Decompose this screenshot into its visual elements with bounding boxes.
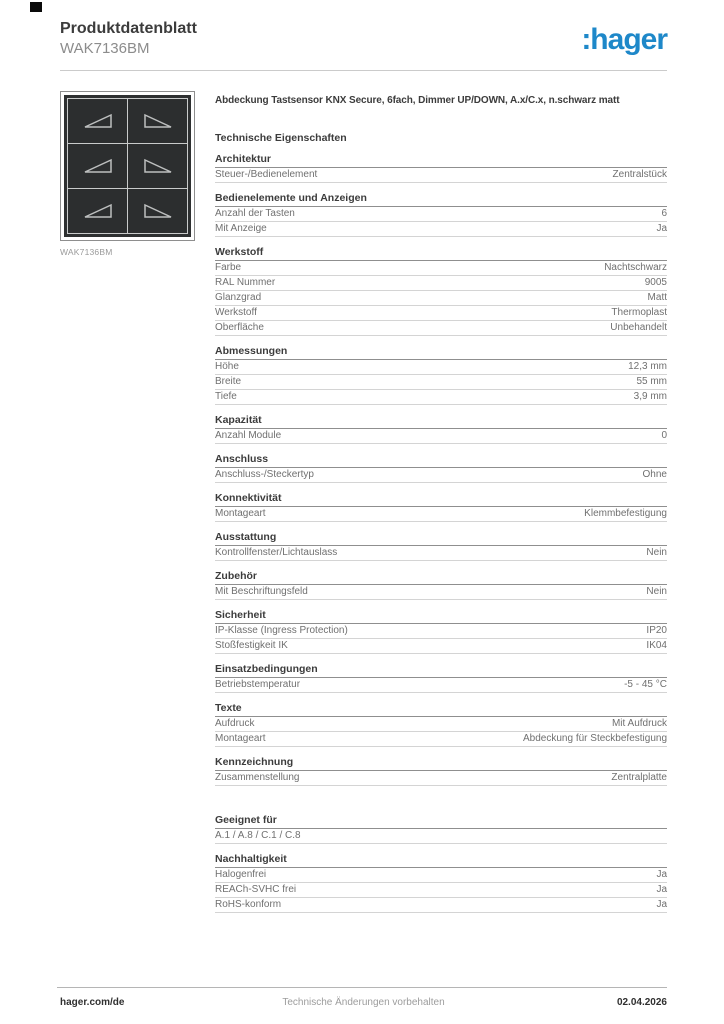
keypad-button xyxy=(68,189,127,233)
page-print-mark xyxy=(30,2,42,12)
spec-label: IP-Klasse (Ingress Protection) xyxy=(215,624,348,636)
spec-value: IP20 xyxy=(646,624,667,636)
triangle-left-icon xyxy=(83,112,113,130)
spec-section-heading: Nachhaltigkeit xyxy=(215,853,667,868)
spec-row xyxy=(215,898,667,913)
spec-label: Stoßfestigkeit IK xyxy=(215,639,288,651)
spec-row xyxy=(215,771,667,786)
spec-value: 55 mm xyxy=(636,375,667,387)
spec-section xyxy=(215,814,667,844)
spec-value: Matt xyxy=(647,291,667,303)
header-titles xyxy=(60,20,197,58)
spec-sections xyxy=(215,153,667,913)
spec-section-heading: Ausstattung xyxy=(215,531,667,546)
spec-label: Glanzgrad xyxy=(215,291,262,303)
doc-title: Produktdatenblatt xyxy=(60,20,197,37)
spec-row xyxy=(215,639,667,654)
header xyxy=(0,0,724,58)
spec-section-heading: Geeignet für xyxy=(215,814,667,829)
spec-label: Anschluss-/Steckertyp xyxy=(215,468,314,480)
footer-row xyxy=(57,988,667,1008)
spec-value: 3,9 mm xyxy=(633,390,667,402)
spec-section-heading: Abmessungen xyxy=(215,345,667,360)
keypad-button xyxy=(128,144,187,188)
spec-label: Breite xyxy=(215,375,242,387)
spec-section-heading: Kennzeichnung xyxy=(215,756,667,771)
spec-row xyxy=(215,276,667,291)
spec-row xyxy=(215,585,667,600)
keypad-button xyxy=(128,99,187,143)
spec-section-heading: Zubehör xyxy=(215,570,667,585)
spec-row xyxy=(215,732,667,747)
spec-value: Unbehandelt xyxy=(610,321,667,333)
spec-section-heading: Werkstoff xyxy=(215,246,667,261)
spec-label: Tiefe xyxy=(215,390,237,402)
spec-section xyxy=(215,531,667,561)
spec-label: Steuer-/Bedienelement xyxy=(215,168,318,180)
spec-label: Betriebstemperatur xyxy=(215,678,301,690)
spec-value: Ja xyxy=(656,222,667,234)
spec-label: Kontrollfenster/Lichtauslass xyxy=(215,546,338,558)
triangle-left-icon xyxy=(83,157,113,175)
spec-row xyxy=(215,360,667,375)
keypad-button xyxy=(68,144,127,188)
image-column xyxy=(60,91,195,913)
spec-label: REACh-SVHC frei xyxy=(215,883,297,895)
spec-label: Höhe xyxy=(215,360,239,372)
spec-row xyxy=(215,375,667,390)
spec-label: Mit Anzeige xyxy=(215,222,267,234)
spec-value: Nachtschwarz xyxy=(604,261,667,273)
spec-value: 6 xyxy=(661,207,667,219)
spec-value: Nein xyxy=(646,546,667,558)
spec-section xyxy=(215,663,667,693)
spec-value: Ja xyxy=(656,868,667,880)
spec-section-heading: Einsatzbedingungen xyxy=(215,663,667,678)
triangle-right-icon xyxy=(143,157,173,175)
product-title: Abdeckung Tastsensor KNX Secure, 6fach, Dimmer UP/DOWN, A.x/C.x, n.schwarz matt xyxy=(215,94,620,106)
footer-notice: Technische Änderungen vorbehalten xyxy=(282,997,445,1008)
spec-row xyxy=(215,829,667,844)
spec-section-heading: Architektur xyxy=(215,153,667,168)
spec-row xyxy=(215,207,667,222)
header-divider xyxy=(60,70,667,71)
spec-value: Nein xyxy=(646,585,667,597)
spec-row xyxy=(215,678,667,693)
content xyxy=(60,91,667,913)
spec-section-heading: Bedienelemente und Anzeigen xyxy=(215,192,667,207)
spec-row xyxy=(215,468,667,483)
spec-value: Ja xyxy=(656,883,667,895)
spec-value: Ja xyxy=(656,898,667,910)
footer-website-link[interactable]: hager.com/de xyxy=(60,997,125,1008)
spec-section xyxy=(215,414,667,444)
spec-row xyxy=(215,321,667,336)
keypad-button xyxy=(128,189,187,233)
spec-row xyxy=(215,717,667,732)
hager-logo: :hager xyxy=(581,22,667,56)
triangle-right-icon xyxy=(143,112,173,130)
spec-section-heading: Kapazität xyxy=(215,414,667,429)
spec-section-heading: Konnektivität xyxy=(215,492,667,507)
product-reference: WAK7136BM xyxy=(60,40,150,58)
spec-value: Thermoplast xyxy=(611,306,667,318)
specs-column xyxy=(215,91,667,913)
spec-value: Zentralstück xyxy=(612,168,667,180)
spec-value: Ohne xyxy=(642,468,667,480)
spec-label: Mit Beschriftungsfeld xyxy=(215,585,308,597)
spec-label: Montageart xyxy=(215,732,266,744)
spec-section xyxy=(215,853,667,913)
spec-row xyxy=(215,429,667,444)
triangle-right-icon xyxy=(143,202,173,220)
spec-value: -5 - 45 °C xyxy=(624,678,667,690)
triangle-left-icon xyxy=(83,202,113,220)
spec-row xyxy=(215,624,667,639)
spec-section xyxy=(215,570,667,600)
spec-label: Anzahl Module xyxy=(215,429,282,441)
keypad-button xyxy=(68,99,127,143)
spec-row xyxy=(215,168,667,183)
spec-label: Werkstoff xyxy=(215,306,257,318)
spec-label: Montageart xyxy=(215,507,266,519)
spec-value: 0 xyxy=(661,429,667,441)
spec-value: Abdeckung für Steckbefestigung xyxy=(523,732,667,744)
spec-section xyxy=(215,453,667,483)
spec-value: IK04 xyxy=(646,639,667,651)
spec-section xyxy=(215,492,667,522)
spec-section xyxy=(215,756,667,786)
spec-label: Farbe xyxy=(215,261,242,273)
footer xyxy=(57,987,667,1008)
product-image xyxy=(60,91,195,241)
spec-label: Oberfläche xyxy=(215,321,264,333)
spec-label: RoHS-konform xyxy=(215,898,282,910)
keypad-panel xyxy=(64,95,191,237)
spec-value: Zentralplatte xyxy=(611,771,667,783)
spec-row xyxy=(215,883,667,898)
spec-row xyxy=(215,546,667,561)
spec-row xyxy=(215,291,667,306)
spec-label: Halogenfrei xyxy=(215,868,267,880)
spec-row xyxy=(215,868,667,883)
spec-section xyxy=(215,192,667,237)
spec-label: Anzahl der Tasten xyxy=(215,207,295,219)
spec-row xyxy=(215,306,667,321)
spec-value: 9005 xyxy=(644,276,667,288)
spec-section-heading: Anschluss xyxy=(215,453,667,468)
spec-row xyxy=(215,261,667,276)
spec-row xyxy=(215,507,667,522)
spec-section xyxy=(215,702,667,747)
keypad-button-grid xyxy=(67,98,188,234)
spec-label: A.1 / A.8 / C.1 / C.8 xyxy=(215,829,301,841)
spec-label: RAL Nummer xyxy=(215,276,276,288)
specs-section-title: Technische Eigenschaften xyxy=(215,131,347,144)
spec-value: 12,3 mm xyxy=(628,360,667,372)
spec-section xyxy=(215,345,667,405)
spec-row xyxy=(215,390,667,405)
spec-label: Aufdruck xyxy=(215,717,255,729)
footer-date: 02.04.2026 xyxy=(616,997,667,1008)
spec-value: Mit Aufdruck xyxy=(611,717,667,729)
spec-section-heading: Texte xyxy=(215,702,667,717)
spec-section xyxy=(215,246,667,336)
image-caption: WAK7136BM xyxy=(60,246,113,257)
spec-section xyxy=(215,153,667,183)
spec-value: Klemmbefestigung xyxy=(584,507,667,519)
spec-row xyxy=(215,222,667,237)
spec-label: Zusammenstellung xyxy=(215,771,300,783)
spec-section xyxy=(215,609,667,654)
spec-section-heading: Sicherheit xyxy=(215,609,667,624)
